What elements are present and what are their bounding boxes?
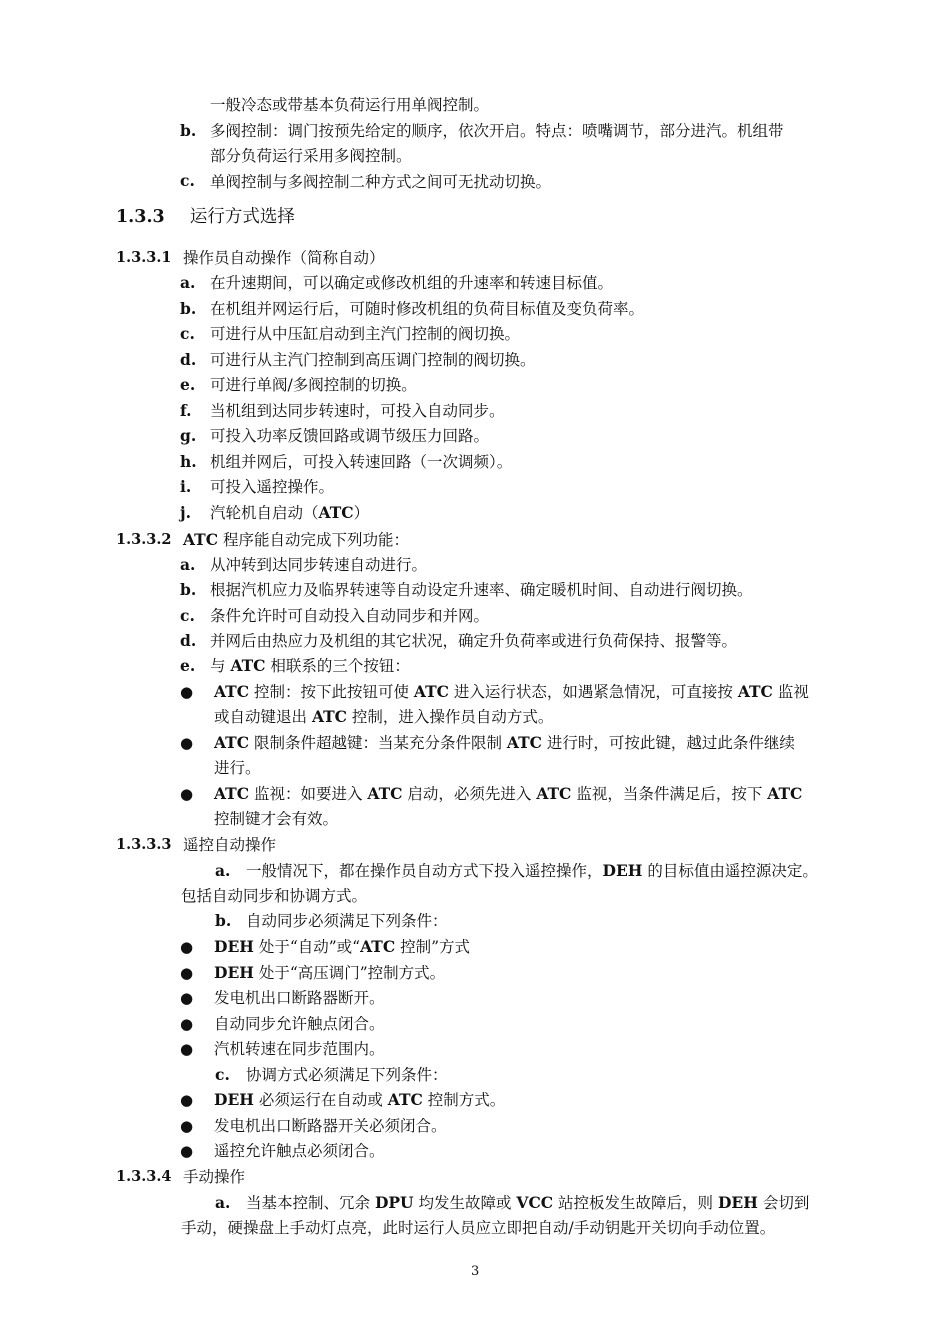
bullet-text: 自动同步允许触点闭合。 [214,1015,385,1033]
paragraph-line: 包括自动同步和协调方式。 [181,887,368,905]
bullet-text: 控制键才会有效。 [214,810,339,828]
bullet-text: ATC 监视：如要进入 ATC 启动，必须先进入 ATC 监视，当条件满足后，按下 ATC [214,784,803,803]
paragraph-line: 单阀控制与多阀控制二种方式之间可无扰动切换。 [210,173,552,191]
list-item: 在升速期间，可以确定或修改机组的升速率和转速目标值。 [210,274,614,292]
subsection-title: 手动操作 [183,1168,246,1186]
paragraph-line: 手动，硬操盘上手动灯点亮，此时运行人员应立即把自动/手动钥匙开关切向手动位置。 [181,1219,776,1237]
list-item: 当机组到达同步转速时，可投入自动同步。 [210,402,505,420]
section-heading [116,206,295,228]
list-label: b. [215,911,232,930]
bullet-text: DEH 处于“高压调门”控制方式。 [214,963,446,982]
subsection-number: 1.3.3.2 [116,531,172,548]
list-item: 并网后由热应力及机组的其它状况，确定升负荷率或进行负荷保持、报警等。 [210,632,738,650]
list-label: f. [180,401,192,420]
bullet-text: 或自动键退出 ATC 控制，进入操作员自动方式。 [214,707,554,726]
list-item: 可投入遥控操作。 [210,478,335,496]
subsection-number: 1.3.3.1 [116,249,172,266]
bullet-icon: ● [180,938,194,956]
list-item: 从冲转到达同步转速自动进行。 [210,556,428,574]
bullet-icon: ● [180,1117,194,1135]
bullet-text: DEH 处于“自动”或“ATC 控制”方式 [214,937,471,956]
bullet-text: 汽机转速在同步范围内。 [214,1040,385,1058]
list-label: a. [180,273,196,292]
bullet-icon: ● [180,1040,194,1058]
subsection-title: ATC 程序能自动完成下列功能： [183,530,409,549]
list-item: 在机组并网运行后，可随时修改机组的负荷目标值及变负荷率。 [210,300,645,318]
bullet-text: 发电机出口断路器断开。 [214,989,385,1007]
bullet-icon: ● [180,989,194,1007]
page-number: 3 [471,1264,480,1279]
list-label: a. [215,1193,231,1212]
list-item: 机组并网后，可投入转速回路（一次调频）。 [210,453,513,471]
list-label: a. [180,555,196,574]
paragraph-line: 部分负荷运行采用多阀控制。 [210,147,412,165]
subsection-title: 操作员自动操作（简称自动） [183,249,385,267]
list-label: e. [180,656,196,675]
bullet-icon: ● [180,785,194,803]
section-title: 运行方式选择 [189,207,295,227]
list-label: j. [180,503,192,522]
subsection-title: 遥控自动操作 [183,836,277,854]
bullet-text: DEH 必须运行在自动或 ATC 控制方式。 [214,1090,506,1109]
list-item: 与 ATC 相联系的三个按钮： [210,656,410,675]
bullet-icon: ● [180,1015,194,1033]
bullet-icon: ● [180,964,194,982]
list-label: c. [180,171,195,190]
bullet-text: ATC 控制：按下此按钮可使 ATC 进入运行状态，如遇紧急情况，可直接按 ATC 监视 [214,682,809,701]
bullet-icon: ● [180,683,194,701]
paragraph-line: 协调方式必须满足下列条件： [246,1066,448,1084]
paragraph-line: 多阀控制：调门按预先给定的顺序，依次开启。特点：喷嘴调节，部分进汽。机组带 [210,122,784,140]
bullet-text: ATC 限制条件超越键：当某充分条件限制 ATC 进行时，可按此键，越过此条件继续 [214,733,795,752]
list-item: 可进行从中压缸启动到主汽门控制的阀切换。 [210,325,521,343]
bullet-icon: ● [180,1091,194,1109]
bullet-text: 遥控允许触点必须闭合。 [214,1142,385,1160]
list-label: b. [180,299,197,318]
paragraph-line: 自动同步必须满足下列条件： [246,912,448,930]
list-label: g. [180,426,197,445]
bullet-icon: ● [180,1142,194,1160]
list-label: b. [180,121,197,140]
list-item: 条件允许时可自动投入自动同步和并网。 [210,607,490,625]
list-label: d. [180,350,197,369]
list-item: 可进行单阀/多阀控制的切换。 [210,376,417,394]
paragraph-line: 当基本控制、冗余 DPU 均发生故障或 VCC 站控板发生故障后，则 DEH 会切到 [246,1193,810,1212]
list-item: 根据汽机应力及临界转速等自动设定升速率、确定暖机时间、自动进行阀切换。 [210,581,753,599]
list-label: c. [180,606,195,625]
paragraph-line: 一般冷态或带基本负荷运行用单阀控制。 [210,96,490,114]
list-label: c. [180,324,195,343]
list-label: i. [180,477,192,496]
bullet-icon: ● [180,734,194,752]
subsection-number: 1.3.3.4 [116,1168,172,1185]
paragraph-line: 一般情况下，都在操作员自动方式下投入遥控操作，DEH 的目标值由遥控源决定。 [246,861,818,880]
bullet-text: 发电机出口断路器开关必须闭合。 [214,1117,447,1135]
list-label: e. [180,375,196,394]
list-label: a. [215,861,231,880]
subsection-number: 1.3.3.3 [116,836,172,853]
list-item: 可投入功率反馈回路或调节级压力回路。 [210,427,490,445]
list-label: h. [180,452,197,471]
list-label: c. [215,1065,230,1084]
bullet-text: 进行。 [214,759,261,777]
section-number: 1.3.3 [116,207,165,227]
list-item: 汽轮机自启动（ATC） [210,503,370,522]
list-label: d. [180,631,197,650]
list-label: b. [180,580,197,599]
list-item: 可进行从主汽门控制到高压调门控制的阀切换。 [210,351,536,369]
